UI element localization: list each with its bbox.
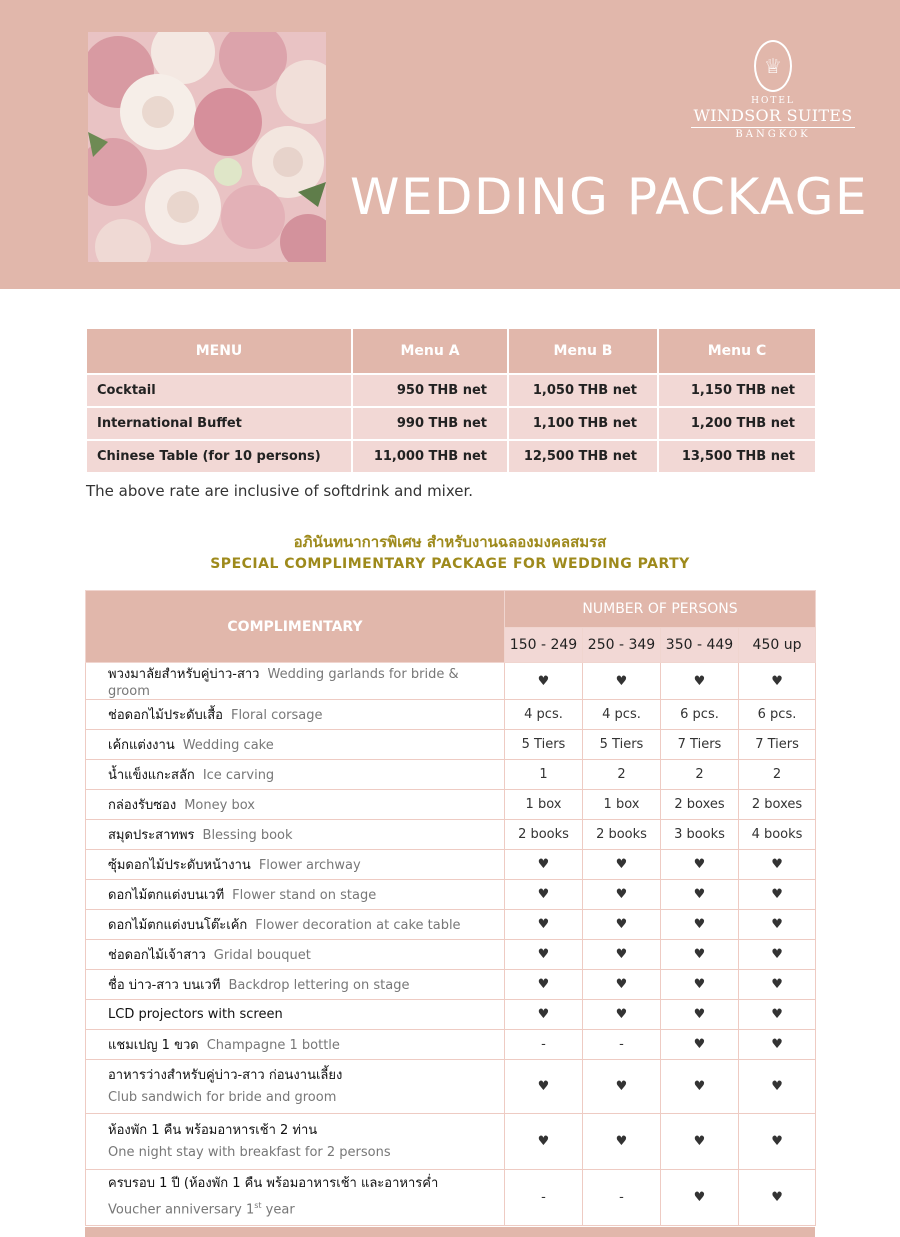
price-cell: 13,500 THB net [658, 440, 816, 473]
value-cell: - [505, 1030, 583, 1060]
table-row [86, 880, 816, 910]
table-row [86, 1030, 816, 1060]
value-cell: ♥ [583, 1060, 661, 1114]
table-row [86, 663, 816, 700]
logo-hotel: HOTEL [751, 96, 795, 106]
value-cell: ♥ [661, 910, 739, 940]
item-english: Flower stand on stage [232, 888, 377, 903]
menu-label: International Buffet [86, 407, 352, 440]
item-cell [86, 730, 505, 760]
item-cell [86, 910, 505, 940]
value-cell: 2 [661, 760, 739, 790]
item-cell [86, 970, 505, 1000]
price-cell: 990 THB net [352, 407, 508, 440]
price-cell: 950 THB net [352, 374, 508, 407]
value-cell: - [583, 1030, 661, 1060]
tier-header: 250 - 349 [583, 628, 661, 663]
price-cell: 1,050 THB net [508, 374, 658, 407]
persons-header: NUMBER OF PERSONS [505, 591, 816, 628]
value-cell: 2 boxes [739, 790, 816, 820]
value-cell: 4 books [739, 820, 816, 850]
item-english: Champagne 1 bottle [206, 1038, 340, 1053]
item-cell [86, 880, 505, 910]
value-cell: ♥ [583, 910, 661, 940]
menu-col-header: MENU [86, 328, 352, 374]
table-row [86, 850, 816, 880]
voucher-tail: year [261, 1202, 295, 1218]
item-english: Money box [184, 798, 255, 813]
value-cell: - [583, 1170, 661, 1226]
item-thai: ดอกไม้ตกแต่งบนเวที [108, 888, 225, 903]
crown-icon: ♕ [754, 40, 792, 92]
tier-header: 450 up [739, 628, 816, 663]
table-row [86, 940, 816, 970]
value-cell: ♥ [583, 880, 661, 910]
value-cell: ♥ [739, 1114, 816, 1170]
menu-header-row [86, 328, 816, 374]
value-cell: ♥ [661, 1060, 739, 1114]
item-cell [86, 700, 505, 730]
table-row [86, 760, 816, 790]
item-english: Flower decoration at cake table [255, 918, 461, 933]
value-cell: ♥ [739, 910, 816, 940]
value-cell: 4 pcs. [505, 700, 583, 730]
item-english: Ice carving [202, 768, 275, 783]
rose-bouquet-photo [88, 32, 326, 262]
tier-header: 350 - 449 [661, 628, 739, 663]
value-cell: ♥ [505, 850, 583, 880]
value-cell: ♥ [739, 940, 816, 970]
item-english: Wedding cake [182, 738, 274, 753]
value-cell: ♥ [661, 880, 739, 910]
value-cell: - [505, 1170, 583, 1226]
value-cell: ♥ [661, 1114, 739, 1170]
table-row [86, 910, 816, 940]
price-cell: 1,150 THB net [658, 374, 816, 407]
table-row [86, 407, 816, 440]
comp-header-row [86, 591, 816, 628]
item-english: Gridal bouquet [213, 948, 311, 963]
value-cell: ♥ [505, 970, 583, 1000]
item-cell [86, 790, 505, 820]
value-cell: ♥ [661, 850, 739, 880]
item-thai: LCD projectors with screen [108, 1007, 283, 1022]
item-english: Backdrop lettering on stage [228, 978, 410, 993]
item-cell [86, 850, 505, 880]
value-cell: ♥ [583, 1000, 661, 1030]
value-cell: 3 books [661, 820, 739, 850]
value-cell: ♥ [661, 1030, 739, 1060]
item-english: Club sandwich for bride and groom [108, 1089, 337, 1105]
item-cell [86, 820, 505, 850]
item-cell [86, 1030, 505, 1060]
value-cell: ♥ [739, 1030, 816, 1060]
table-row [86, 700, 816, 730]
value-cell: ♥ [505, 880, 583, 910]
item-thai: ช่อดอกไม้เจ้าสาว [108, 948, 206, 963]
hotel-logo [680, 40, 866, 150]
value-cell: ♥ [505, 1060, 583, 1114]
item-cell [86, 1060, 505, 1114]
item-cell [86, 1114, 505, 1170]
item-thai: เค้กแต่งงาน [108, 738, 175, 753]
value-cell: ♥ [661, 663, 739, 700]
price-cell: 1,100 THB net [508, 407, 658, 440]
item-cell [86, 663, 505, 700]
menu-price-table [85, 327, 817, 474]
value-cell: ♥ [739, 1060, 816, 1114]
item-cell [86, 940, 505, 970]
item-english [108, 1195, 504, 1221]
table-row [86, 790, 816, 820]
value-cell: 6 pcs. [661, 700, 739, 730]
item-english: Flower archway [258, 858, 361, 873]
value-cell: 5 Tiers [505, 730, 583, 760]
logo-city: BANGKOK [735, 129, 811, 140]
value-cell: ♥ [739, 880, 816, 910]
complimentary-table [85, 590, 816, 1226]
value-cell: 6 pcs. [739, 700, 816, 730]
value-cell: ♥ [583, 850, 661, 880]
item-thai: ช่อดอกไม้ประดับเสื้อ [108, 708, 223, 723]
value-cell: ♥ [739, 970, 816, 1000]
value-cell: ♥ [583, 970, 661, 1000]
value-cell: 4 pcs. [583, 700, 661, 730]
menu-b-header: Menu B [508, 328, 658, 374]
page-title: WEDDING PACKAGE [350, 168, 869, 226]
table-row [86, 820, 816, 850]
item-thai: ดอกไม้ตกแต่งบนโต๊ะเค้ก [108, 918, 248, 933]
value-cell: ♥ [505, 940, 583, 970]
voucher-text: Voucher anniversary 1 [108, 1202, 255, 1218]
table-row [86, 374, 816, 407]
value-cell: 1 [505, 760, 583, 790]
item-thai: ซุ้มดอกไม้ประดับหน้างาน [108, 858, 251, 873]
value-cell: ♥ [739, 1170, 816, 1226]
value-cell: 2 books [583, 820, 661, 850]
complimentary-header: COMPLIMENTARY [86, 591, 505, 663]
rate-note: The above rate are inclusive of softdrink and mixer. [86, 482, 474, 500]
value-cell: ♥ [505, 1114, 583, 1170]
item-english: Wedding garlands for bride & groom [108, 667, 459, 699]
voucher-superscript: st [254, 1201, 262, 1211]
value-cell: 2 [739, 760, 816, 790]
item-english: Blessing book [202, 828, 293, 843]
menu-a-header: Menu A [352, 328, 508, 374]
price-cell: 1,200 THB net [658, 407, 816, 440]
value-cell: ♥ [739, 850, 816, 880]
item-thai: น้ำแข็งแกะสลัก [108, 768, 195, 783]
item-cell [86, 1000, 505, 1030]
item-thai: กล่องรับซอง [108, 798, 177, 813]
item-cell [86, 760, 505, 790]
bottom-bar [85, 1227, 815, 1237]
header-banner [0, 0, 900, 289]
table-row [86, 1170, 816, 1226]
table-row [86, 1060, 816, 1114]
value-cell: 2 books [505, 820, 583, 850]
value-cell: 2 [583, 760, 661, 790]
value-cell: ♥ [505, 1000, 583, 1030]
menu-c-header: Menu C [658, 328, 816, 374]
value-cell: ♥ [583, 1114, 661, 1170]
item-thai: อาหารว่างสำหรับคู่บ่าว-สาว ก่อนงานเลี้ยง [108, 1067, 343, 1083]
value-cell: 7 Tiers [661, 730, 739, 760]
value-cell: ♥ [739, 663, 816, 700]
menu-label: Chinese Table (for 10 persons) [86, 440, 352, 473]
item-thai: แชมเปญ 1 ขวด [108, 1038, 199, 1053]
item-thai: ชื่อ บ่าว-สาว บนเวที [108, 978, 221, 993]
table-row [86, 440, 816, 473]
special-title-thai: อภินันทนาการพิเศษ สำหรับงานฉลองมงคลสมรส [293, 533, 607, 551]
value-cell: ♥ [661, 1170, 739, 1226]
value-cell: 2 boxes [661, 790, 739, 820]
value-cell: ♥ [661, 1000, 739, 1030]
logo-name: WINDSOR SUITES [691, 106, 854, 128]
item-english: One night stay with breakfast for 2 persons [108, 1144, 391, 1160]
value-cell: ♥ [505, 910, 583, 940]
table-row [86, 1000, 816, 1030]
table-row [86, 970, 816, 1000]
value-cell: 7 Tiers [739, 730, 816, 760]
item-thai: ครบรอบ 1 ปี (ห้องพัก 1 คืน พร้อมอาหารเช้า และอาหารค่ำ [108, 1176, 439, 1192]
table-row [86, 730, 816, 760]
table-row [86, 1114, 816, 1170]
item-cell [86, 1170, 505, 1226]
value-cell: ♥ [583, 940, 661, 970]
value-cell: ♥ [661, 970, 739, 1000]
menu-label: Cocktail [86, 374, 352, 407]
tier-header: 150 - 249 [505, 628, 583, 663]
price-cell: 12,500 THB net [508, 440, 658, 473]
item-thai: สมุดประสาทพร [108, 828, 195, 843]
item-english: Floral corsage [230, 708, 323, 723]
value-cell: 5 Tiers [583, 730, 661, 760]
value-cell: ♥ [661, 940, 739, 970]
value-cell: 1 box [583, 790, 661, 820]
special-title-english: SPECIAL COMPLIMENTARY PACKAGE FOR WEDDING PARTY [210, 556, 690, 572]
value-cell: ♥ [583, 663, 661, 700]
item-thai: ห้องพัก 1 คืน พร้อมอาหารเช้า 2 ท่าน [108, 1122, 318, 1138]
value-cell: 1 box [505, 790, 583, 820]
value-cell: ♥ [505, 663, 583, 700]
price-cell: 11,000 THB net [352, 440, 508, 473]
item-thai: พวงมาลัยสำหรับคู่บ่าว-สาว [108, 667, 260, 682]
value-cell: ♥ [739, 1000, 816, 1030]
